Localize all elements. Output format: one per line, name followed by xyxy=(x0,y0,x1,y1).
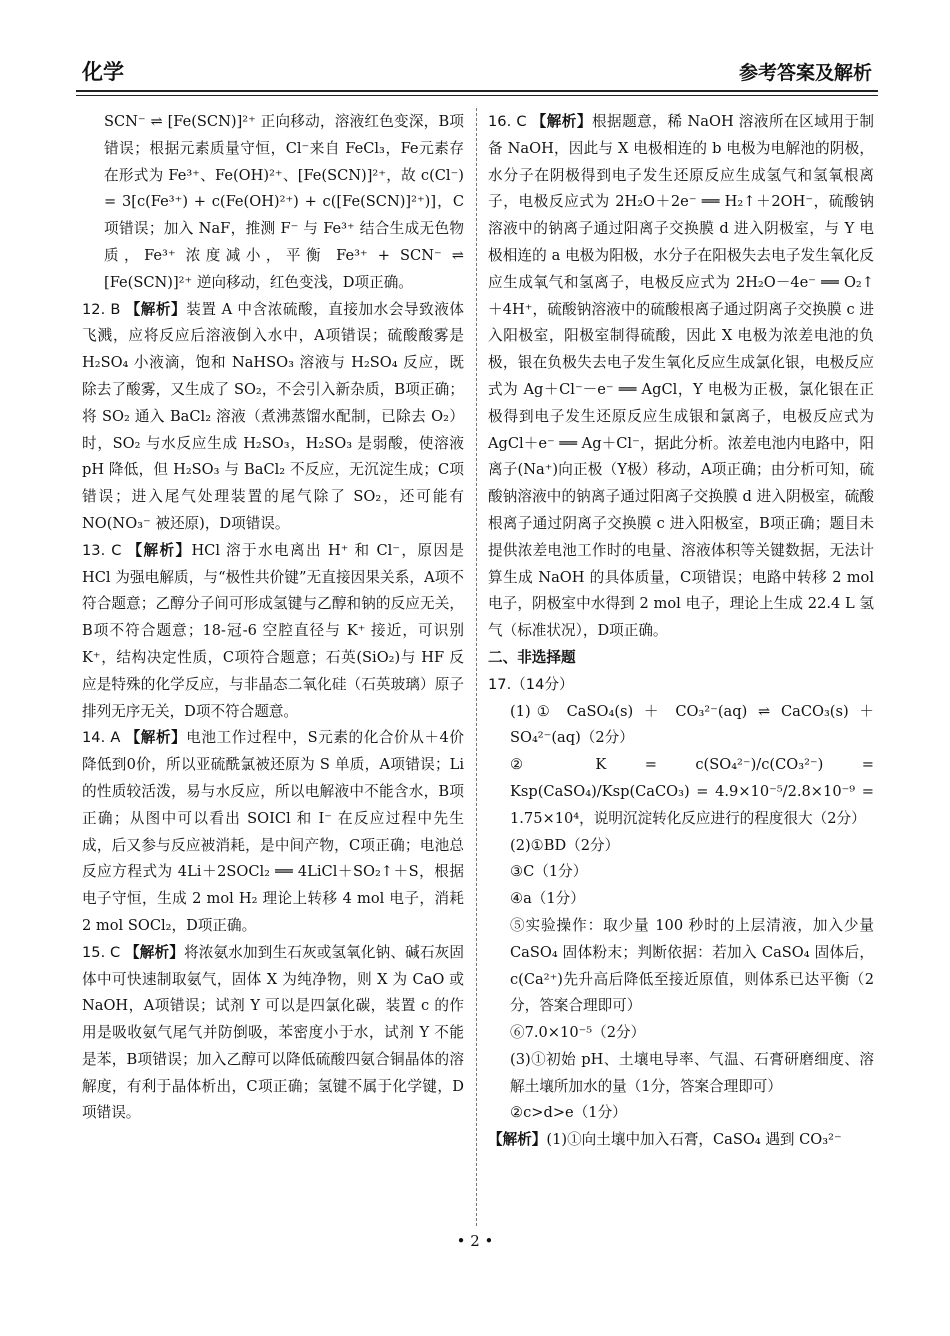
answer-13-tag: 【解析】 xyxy=(127,541,192,559)
answer-14 xyxy=(82,725,464,939)
answer-12-text: 装置 A 中含浓硫酸，直接加水会导致液体飞溅，应将反应后溶液倒入水中，A项错误；硫酸酸雾是 H₂SO₄ 小液滴，饱和 NaHSO₃ 溶液与 H₂SO₄ 反应，既除去了酸雾，又生成了 SO₂，不会引入新杂质，B项正确；将 SO₂ 通入 BaCl₂ 溶液（煮沸蒸馏水配制，已除去 O₂）时，SO₂ 与水反应生成 H₂SO₃，H₂SO₃ 是弱酸，使溶液 pH 降低，但 H₂SO₃ 与 BaCl₂ 不反应，无沉淀生成；C项错误；进入尾气处理装置的尾气除了 SO₂，还可能有 NO(NO₃⁻ 被还原)，D项错误。 xyxy=(82,300,464,532)
answer-16-text: 根据题意，稀 NaOH 溶液所在区域用于制备 NaOH，因此与 X 电极相连的 b 电极为电解池的阴极，水分子在阴极得到电子发生还原反应生成氢气和氢氧根离子，电极反应式为 2H₂O＋2e⁻ ══ H₂↑＋2OH⁻，硫酸钠溶液中的钠离子通过阳离子交换膜 d 进入阴极室，与 Y 电极相连的 a 电极为阳极，水分子在阳极失去电子发生氧化反应生成氧气和氢离子，电极反应式为 2H₂O－4e⁻ ══ O₂↑＋4H⁺，硫酸钠溶液中的硫酸根离子通过阴离子交换膜 c 进入阳极室，阳极室制得硫酸，因此 X 电极为浓差电池的负极，银在负极失去电子发生氧化反应生成氯化银，电极反应式为 Ag＋Cl⁻－e⁻ ══ AgCl，Y 电极为正极，氯化银在正极得到电子发生还原反应生成银和氯离子，电极反应式为 AgCl＋e⁻ ══ Ag＋Cl⁻，据此分析。浓差电池内电路中，阳离子(Na⁺)向正极（Y极）移动，A项正确；由分析可知，硫酸钠溶液中的钠离子通过阳离子交换膜 d 进入阴极室，硫酸根离子通过阴离子交换膜 c 进入阳极室，B项正确；题目未提供浓差电池工作时的电量、溶液体积等关键数据，无法计算生成 NaOH 的具体质量，C项错误；电路中转移 2 mol 电子，阴极室中水得到 2 mol 电子，理论上生成 22.4 L 氢气（标准状况），D项正确。 xyxy=(488,113,874,640)
answer-16-tag: 【解析】 xyxy=(531,113,592,130)
answer-14-tag: 【解析】 xyxy=(125,729,187,747)
header-rule-thin xyxy=(76,95,878,96)
left-column xyxy=(82,109,464,1127)
answer-16-number: 16. C xyxy=(488,113,527,130)
answer-15 xyxy=(82,940,464,1128)
answer-17-part-3-1: (3)①初始 pH、土壤电导率、气温、石膏研磨细度、溶解土壤所加水的量（1分，答案合理即可） xyxy=(510,1050,874,1095)
answer-17-analysis xyxy=(488,1127,874,1154)
answer-17 xyxy=(488,672,874,1154)
answer-17-part-2-6: ⑥7.0×10⁻⁵（2分） xyxy=(510,1024,646,1042)
answer-14-number: 14. A xyxy=(82,729,121,747)
answer-17-number: 17.（14分） xyxy=(488,675,574,693)
page-number: • 2 • xyxy=(456,1232,494,1250)
header-rule-thick xyxy=(76,90,878,92)
answer-17-part-2-3: ③C（1分） xyxy=(510,863,588,881)
answer-11-continued: SCN⁻ ⇌ [Fe(SCN)]²⁺ 正向移动，溶液红色变深，B项错误；根据元素质量守恒，Cl⁻来自 FeCl₃，Fe元素存在形式为 Fe³⁺、Fe(OH)²⁺、[Fe(SCN)]²⁺，故 c(Cl⁻) = 3[c(Fe³⁺) + c(Fe(OH)²⁺) + c([Fe(SCN)]²⁺)]，C项错误；加入 NaF，推测 F⁻ 与 Fe³⁺ 结合生成无色物质，Fe³⁺ 浓度减小，平衡 Fe³⁺ + SCN⁻ ⇌ [Fe(SCN)]²⁺ 逆向移动，红色变浅，D项正确。 xyxy=(104,113,464,291)
answer-13-number: 13. C xyxy=(82,541,122,559)
answer-14-text: 电池工作过程中，S元素的化合价从＋4价降低到0价，所以亚硫酰氯被还原为 S 单质，A项错误；Li 的性质较活泼，易与水反应，所以电解液中不能含水，B项正确；从图中可以看出 SOICl 和 I⁻ 在反应过程中先生成，后又参与反应被消耗，是中间产物，C项正确；电池总反应方程式为 4Li＋2SOCl₂ ══ 4LiCl＋SO₂↑＋S，根据电子守恒，生成 2 mol H₂ 理论上转移 4 mol 电子，消耗 2 mol SOCl₂，D项正确。 xyxy=(82,729,464,934)
header-title: 参考答案及解析 xyxy=(738,62,872,84)
answer-17-part-3-2: ②c>d>e（1分） xyxy=(510,1104,627,1122)
answer-17-part-2-5: ⑤实验操作：取少量 100 秒时的上层清液，加入少量 CaSO₄ 固体粉末；判断依据：若加入 CaSO₄ 固体后，c(Ca²⁺)先升高后降低至接近原值，则体系已达平衡（2分，答案合理即可） xyxy=(510,916,874,1015)
column-divider xyxy=(476,108,477,1226)
answer-13-text: HCl 溶于水电离出 H⁺ 和 Cl⁻，原因是 HCl 为强电解质，与“极性共价键”无直接因果关系，A项不符合题意；乙醇分子间可形成氢键与乙醇和钠的反应无关，B项不符合题意；18-冠-6 空腔直径与 K⁺ 接近，可识别 K⁺，结构决定性质，C项符合题意；石英(SiO₂)与 HF 反应是特殊的化学反应，与非晶态二氧化硅（石英玻璃）原子排列无序无关，D项不符合题意。 xyxy=(82,541,464,720)
answer-12 xyxy=(82,297,464,538)
answer-16 xyxy=(488,109,874,645)
answer-17-part-2-4: ④a（1分） xyxy=(510,890,585,908)
answer-17-part-1-1: (1)① CaSO₄(s) ＋ CO₃²⁻(aq) ⇌ CaCO₃(s) ＋ SO₄²⁻(aq)（2分） xyxy=(510,702,874,747)
answer-13 xyxy=(82,538,464,726)
answer-12-number: 12. B xyxy=(82,300,121,318)
answer-17-part-1-2: ② K = c(SO₄²⁻)/c(CO₃²⁻) = Ksp(CaSO₄)/Ksp(CaCO₃) = 4.9×10⁻⁵/2.8×10⁻⁹ = 1.75×10⁴，说明沉淀转化反应进行的程度很大（2分） xyxy=(510,756,874,827)
answer-15-number: 15. C xyxy=(82,943,121,961)
answer-17-part-2-1: (2)①BD（2分） xyxy=(510,836,620,854)
answer-15-text: 将浓氨水加到生石灰或氢氧化钠、碱石灰固体中可快速制取氨气，固体 X 为纯净物，则 X 为 CaO 或 NaOH，A项错误；试剂 Y 可以是四氯化碳，装置 c 的作用是吸收氨气尾气并防倒吸，苯密度小于水，试剂 Y 不能是苯，B项错误；加入乙醇可以降低硫酸四氨合铜晶体的溶解度，有利于晶体析出，C项正确；氢键不属于化学键，D项错误。 xyxy=(82,943,464,1122)
answer-17-analysis-text: (1)①向土壤中加入石膏，CaSO₄ 遇到 CO₃²⁻ xyxy=(546,1131,842,1149)
right-column xyxy=(488,109,874,1154)
section-title-non-choice: 二、非选择题 xyxy=(488,648,576,666)
answer-12-tag: 【解析】 xyxy=(125,300,187,318)
header-subject: 化学 xyxy=(82,60,124,84)
answer-15-tag: 【解析】 xyxy=(125,943,184,961)
answer-17-analysis-tag: 【解析】 xyxy=(488,1131,547,1149)
